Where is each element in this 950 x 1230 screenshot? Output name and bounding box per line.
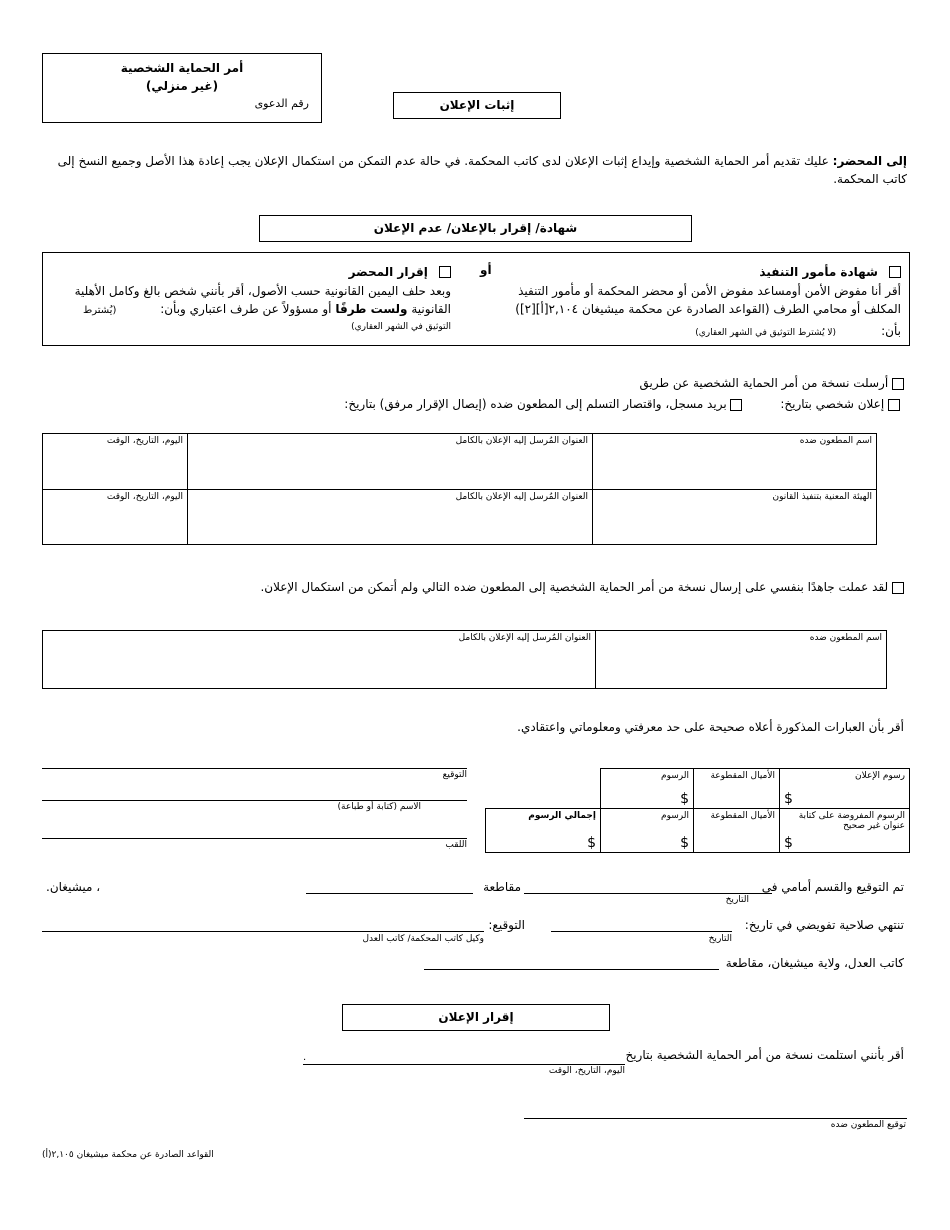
fee-label: الرسوم bbox=[661, 811, 689, 821]
county-label: مقاطعة bbox=[483, 880, 521, 894]
signature-label: التوقيع bbox=[442, 770, 467, 780]
respondent-name-label: اسم المطعون ضده bbox=[799, 436, 872, 446]
respondent-signature-line[interactable] bbox=[524, 1118, 907, 1119]
officer-section bbox=[491, 261, 901, 339]
sent-copy-row bbox=[640, 376, 904, 390]
server-text-a: وبعد حلف اليمين القانونية حسب الأصول، أقر بأنني شخص بالغ وكامل الأهلية القانونية bbox=[74, 284, 451, 316]
acknowledgment-text: أقر بأنني استلمت نسخة من أمر الحماية الشخصية بتاريخ bbox=[625, 1048, 904, 1062]
sworn-date-label: التاريخ bbox=[725, 895, 749, 905]
service-fee-label: رسوم الإعلان bbox=[855, 771, 905, 781]
sent-copy-checkbox[interactable] bbox=[892, 378, 904, 390]
table1-row1-datetime[interactable] bbox=[42, 433, 188, 490]
currency-symbol: $ bbox=[680, 835, 689, 851]
currency-symbol: $ bbox=[784, 835, 793, 851]
declaration: أقر بأن العبارات المذكورة أعلاه صحيحة على حد معرفتي ومعلوماتي واعتقادي. bbox=[517, 720, 904, 734]
name-label: الاسم (كتابة أو طباعة) bbox=[337, 802, 421, 812]
commission-date-label: التاريخ bbox=[708, 934, 732, 944]
form-subtitle: (غير منزلي) bbox=[145, 79, 219, 93]
currency-symbol: $ bbox=[680, 791, 689, 807]
table1-row2-agency[interactable] bbox=[592, 489, 877, 545]
table1-row2-datetime[interactable] bbox=[42, 489, 188, 545]
registered-mail-checkbox[interactable] bbox=[730, 399, 742, 411]
footer-rule: القواعد الصادرة عن محكمة ميشيغان ٢,١٠٥(أ) bbox=[42, 1150, 214, 1160]
server-affidavit-title: إقرار المحضر bbox=[348, 265, 428, 279]
certificate-title: شهادة/ إقرار بالإعلان/ عدم الإعلان bbox=[259, 215, 692, 242]
header-box bbox=[42, 53, 322, 123]
fees-miles-cell[interactable] bbox=[693, 768, 780, 809]
instructions bbox=[55, 152, 907, 188]
service-method-row bbox=[344, 397, 900, 411]
fees-mileage-fee2-cell[interactable] bbox=[600, 808, 694, 853]
fees-service-fee-cell[interactable] bbox=[779, 768, 910, 809]
datetime-label: اليوم، التاريخ، الوقت bbox=[106, 492, 183, 502]
currency-symbol: $ bbox=[784, 791, 793, 807]
total-fees-label: إجمالي الرسوم bbox=[528, 811, 596, 821]
certificate-box bbox=[42, 252, 910, 346]
server-text-b: أو مسؤولاً عن طرف اعتباري وبأن: bbox=[160, 302, 332, 316]
address-label: العنوان المُرسل إليه الإعلان بالكامل bbox=[455, 492, 588, 502]
address-label: العنوان المُرسل إليه الإعلان بالكامل bbox=[455, 436, 588, 446]
acknowledgment-date-line[interactable] bbox=[303, 1064, 625, 1065]
incorrect-address-fee-label: الرسوم المفروضة على كتابة عنوان غير صحيح bbox=[798, 811, 905, 831]
county-line[interactable] bbox=[306, 893, 473, 894]
personal-service-text: إعلان شخصي بتاريخ: bbox=[780, 397, 885, 411]
registered-mail-text: بريد مسجل، واقتصار التسلم إلى المطعون ضده (إيصال الإقرار مرفق) بتاريخ: bbox=[344, 397, 727, 411]
officer-notary-note: (لا يُشترط التوثيق في الشهر العقاري) bbox=[695, 328, 837, 338]
fee-label: الرسوم bbox=[661, 771, 689, 781]
michigan-label: ، ميشيغان. bbox=[46, 880, 101, 894]
instructions-text: عليك تقديم أمر الحماية الشخصية وإيداع إثبات الإعلان لدى كاتب المحكمة. في حالة عدم التمكن من استكمال الإعلان يجب إعادة هذا الأصل وجميع النسخ إلى كاتب المحكمة. bbox=[57, 154, 907, 186]
server-note-b: التوثيق في الشهر العقاري) bbox=[351, 322, 451, 332]
sworn-label: تم التوقيع والقسم أمامي في bbox=[761, 880, 904, 894]
datetime-label: اليوم، التاريخ، الوقت bbox=[106, 436, 183, 446]
acknowledgment-title: إقرار الإعلان bbox=[342, 1004, 610, 1031]
sworn-date-line[interactable] bbox=[524, 893, 772, 894]
failed-address-cell[interactable] bbox=[42, 630, 596, 689]
failed-service-checkbox[interactable] bbox=[892, 582, 904, 594]
officer-that: بأن: bbox=[881, 324, 901, 338]
fees-total-cell[interactable] bbox=[485, 808, 601, 853]
title-label: اللقب bbox=[445, 840, 467, 850]
personal-service-checkbox[interactable] bbox=[888, 399, 900, 411]
table1-row2-address[interactable] bbox=[187, 489, 593, 545]
server-text-bold: ولست طرفًا bbox=[335, 302, 408, 316]
failed-service-row bbox=[260, 580, 904, 594]
law-enforcement-agency-label: الهيئة المعنية بتنفيذ القانون bbox=[772, 492, 872, 502]
fees-incorrect-address-cell[interactable] bbox=[779, 808, 910, 853]
server-note-a: (يُشترط bbox=[82, 305, 117, 316]
officer-certificate-title: شهادة مأمور التنفيذ bbox=[759, 265, 878, 279]
acknowledgment-period: . bbox=[303, 1052, 307, 1063]
fees-miles2-cell[interactable] bbox=[693, 808, 780, 853]
miles-label: الأميال المقطوعة bbox=[710, 811, 775, 821]
server-section bbox=[51, 261, 451, 332]
notary-county-line[interactable] bbox=[424, 969, 719, 970]
miles-label: الأميال المقطوعة bbox=[710, 771, 775, 781]
failed-service-text: لقد عملت جاهدًا بنفسي على إرسال نسخة من أمر الحماية الشخصية إلى المطعون ضده التالي ولم أتمكن من استكمال الإعلان. bbox=[260, 580, 889, 594]
server-affidavit-checkbox[interactable] bbox=[439, 266, 451, 278]
deputy-clerk-label: وكيل كاتب المحكمة/ كاتب العدل bbox=[362, 934, 484, 944]
notary-signature-label: التوقيع: bbox=[488, 918, 525, 932]
failed-name-cell[interactable] bbox=[595, 630, 887, 689]
officer-certificate-checkbox[interactable] bbox=[889, 266, 901, 278]
name-line[interactable] bbox=[42, 800, 467, 801]
case-number-label: رقم الدعوى bbox=[254, 97, 309, 110]
notary-signature-line[interactable] bbox=[42, 931, 484, 932]
proof-of-service-title: إثبات الإعلان bbox=[393, 92, 561, 119]
or-label: أو bbox=[480, 263, 492, 277]
form-title: أمر الحماية الشخصية bbox=[120, 61, 244, 75]
respondent-signature-label: توقيع المطعون ضده bbox=[830, 1120, 906, 1130]
commission-expires-label: تنتهي صلاحية تفويضي في تاريخ: bbox=[744, 918, 904, 932]
table1-row1-name[interactable] bbox=[592, 433, 877, 490]
officer-certificate-text: أقر أنا مفوض الأمن أومساعد مفوض الأمن أو محضر المحكمة أو مأمور التنفيذ المكلف أو محامي الطرف (القواعد الصادرة عن محكمة ميشيغان ٢,١٠٤[أ][٢]) bbox=[515, 284, 901, 316]
respondent-name-label: اسم المطعون ضده bbox=[809, 633, 882, 643]
signature-line[interactable] bbox=[42, 768, 467, 769]
fees-mileage-fee-cell[interactable] bbox=[600, 768, 694, 809]
server-affidavit-text bbox=[51, 282, 451, 320]
acknowledgment-datetime-label: اليوم، التاريخ، الوقت bbox=[548, 1066, 625, 1076]
notary-public-label: كاتب العدل، ولاية ميشيغان، مقاطعة bbox=[725, 956, 904, 970]
commission-date-line[interactable] bbox=[551, 931, 732, 932]
sent-copy-text: أرسلت نسخة من أمر الحماية الشخصية عن طريق bbox=[639, 376, 889, 390]
currency-symbol: $ bbox=[587, 835, 596, 851]
address-label: العنوان المُرسل إليه الإعلان بالكامل bbox=[458, 633, 591, 643]
title-line[interactable] bbox=[42, 838, 467, 839]
instructions-to-label: إلى المحضر: bbox=[832, 154, 907, 168]
table1-row1-address[interactable] bbox=[187, 433, 593, 490]
